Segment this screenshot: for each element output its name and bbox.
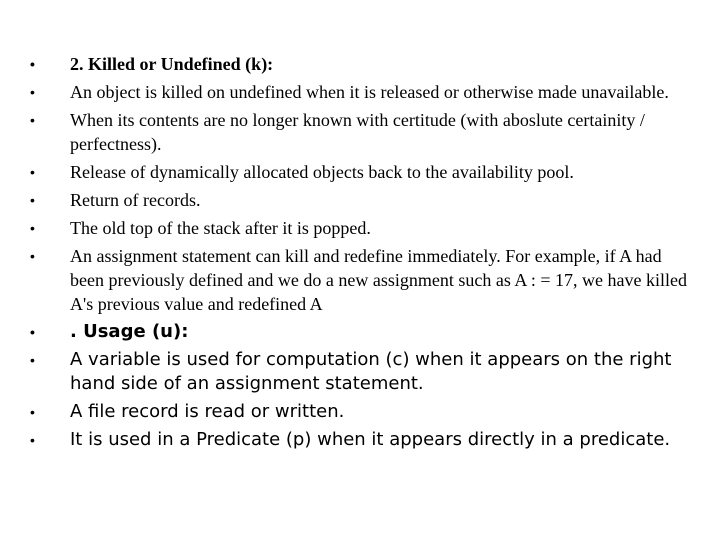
bullet-text: When its contents are no longer known with certitude (with aboslute certainity / perfectness). xyxy=(70,110,645,154)
bullet-text: A variable is used for computation (c) when it appears on the right hand side of an assignment statement. xyxy=(70,349,672,394)
bullet-item xyxy=(30,216,690,240)
bullet-dot: • xyxy=(30,84,35,100)
bullet-dot: • xyxy=(30,352,35,368)
bullet-dot: • xyxy=(30,56,35,72)
bullet-list xyxy=(30,52,690,456)
bullet-item xyxy=(30,400,690,424)
bullet-text: Return of records. xyxy=(70,190,201,210)
bullet-text: . Usage (u): xyxy=(70,321,189,342)
bullet-dot: • xyxy=(30,164,35,180)
bullet-item-killed-heading xyxy=(30,52,690,76)
bullet-item-usage-heading xyxy=(30,320,690,344)
bullet-dot: • xyxy=(30,220,35,236)
bullet-text: An assignment statement can kill and redefine immediately. For example, if A had been previously defined and we do a new assignment such as A : = 17, we have killed A's previous value and redefined A xyxy=(70,246,688,314)
bullet-item xyxy=(30,160,690,184)
bullet-item xyxy=(30,348,690,396)
bullet-dot: • xyxy=(30,192,35,208)
bullet-text: The old top of the stack after it is popped. xyxy=(70,218,371,238)
bullet-dot: • xyxy=(30,404,35,420)
bullet-item xyxy=(30,80,690,104)
bullet-text: 2. Killed or Undefined (k): xyxy=(70,54,274,74)
bullet-text: A file record is read or written. xyxy=(70,401,345,422)
bullet-text: It is used in a Predicate (p) when it appears directly in a predicate. xyxy=(70,429,671,450)
bullet-text: Release of dynamically allocated objects back to the availability pool. xyxy=(70,162,574,182)
bullet-text: An object is killed on undefined when it is released or otherwise made unavailable. xyxy=(70,82,669,102)
bullet-dot: • xyxy=(30,432,35,448)
bullet-dot: • xyxy=(30,324,35,340)
bullet-item xyxy=(30,428,690,452)
bullet-dot: • xyxy=(30,112,35,128)
bullet-dot: • xyxy=(30,248,35,264)
bullet-item xyxy=(30,188,690,212)
bullet-item xyxy=(30,244,690,316)
bullet-item xyxy=(30,108,690,156)
